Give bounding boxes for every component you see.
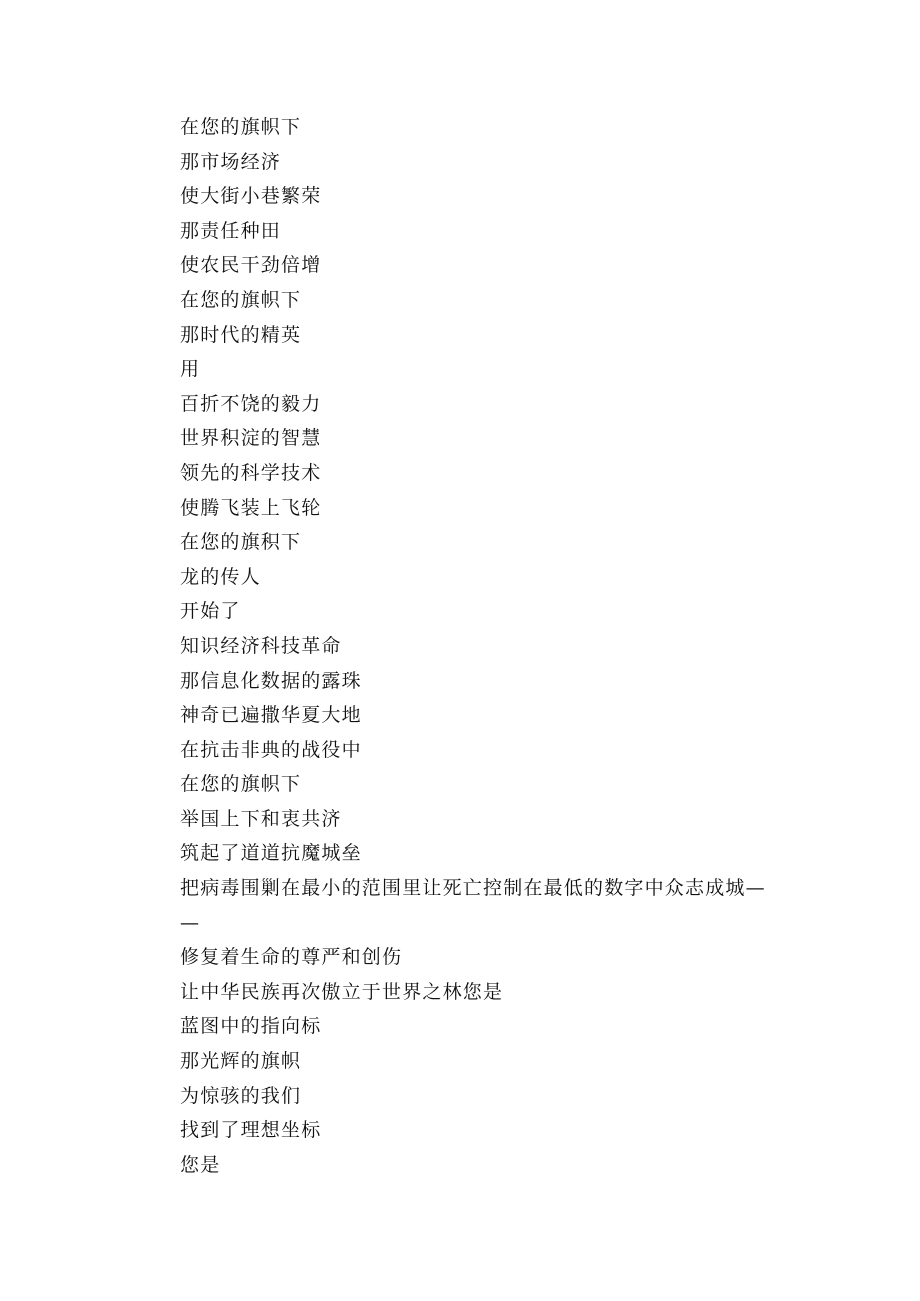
poem-line: 蓝图中的指向标 xyxy=(180,1015,322,1038)
poem-line: 在您的旗帜下 xyxy=(180,773,302,796)
poem-line: 在您的旗积下 xyxy=(180,531,302,554)
poem-line: 在您的旗帜下 xyxy=(180,116,302,138)
poem-line: 开始了 xyxy=(180,600,241,623)
poem-line: 让中华民族再次傲立于世界之林您是 xyxy=(180,980,504,1003)
poem-line: 在抗击非典的战役中 xyxy=(180,738,362,761)
poem-line: 神奇已遍撒华夏大地 xyxy=(180,704,362,727)
poem-line: 百折不饶的毅力 xyxy=(180,392,322,415)
poem-line: 那时代的精英 xyxy=(180,323,302,346)
poem-line: 修复着生命的尊严和创伤 xyxy=(180,946,403,969)
poem-text xyxy=(180,110,780,1182)
poem-line: — xyxy=(180,911,201,934)
poem-line: 世界积淀的智慧 xyxy=(180,427,322,450)
poem-line: 使农民干劲倍增 xyxy=(180,254,322,277)
poem-line: 使大街小巷繁荣 xyxy=(180,185,322,208)
poem-line: 筑起了道道抗魔城垒 xyxy=(180,842,362,865)
poem-line: 举国上下和衷共济 xyxy=(180,807,342,830)
poem-line: 那信息化数据的露珠 xyxy=(180,669,362,692)
poem-line: 领先的科学技术 xyxy=(180,461,322,484)
poem-line: 您是 xyxy=(180,1153,221,1176)
poem-line: 使腾飞装上飞轮 xyxy=(180,496,322,519)
poem-line: 那光辉的旗帜 xyxy=(180,1050,302,1073)
poem-line: 知识经济科技革命 xyxy=(180,634,342,657)
poem-line: 那市场经济 xyxy=(180,150,282,173)
poem-line: 用 xyxy=(180,358,201,381)
poem-line: 把病毒围剿在最小的范围里让死亡控制在最低的数字中众志成城— xyxy=(180,877,766,900)
poem-line: 找到了理想坐标 xyxy=(180,1119,322,1142)
poem-line: 为惊骇的我们 xyxy=(180,1084,302,1107)
poem-line: 龙的传人 xyxy=(180,565,261,588)
poem-line: 那责任种田 xyxy=(180,219,282,242)
poem-line: 在您的旗帜下 xyxy=(180,288,302,311)
